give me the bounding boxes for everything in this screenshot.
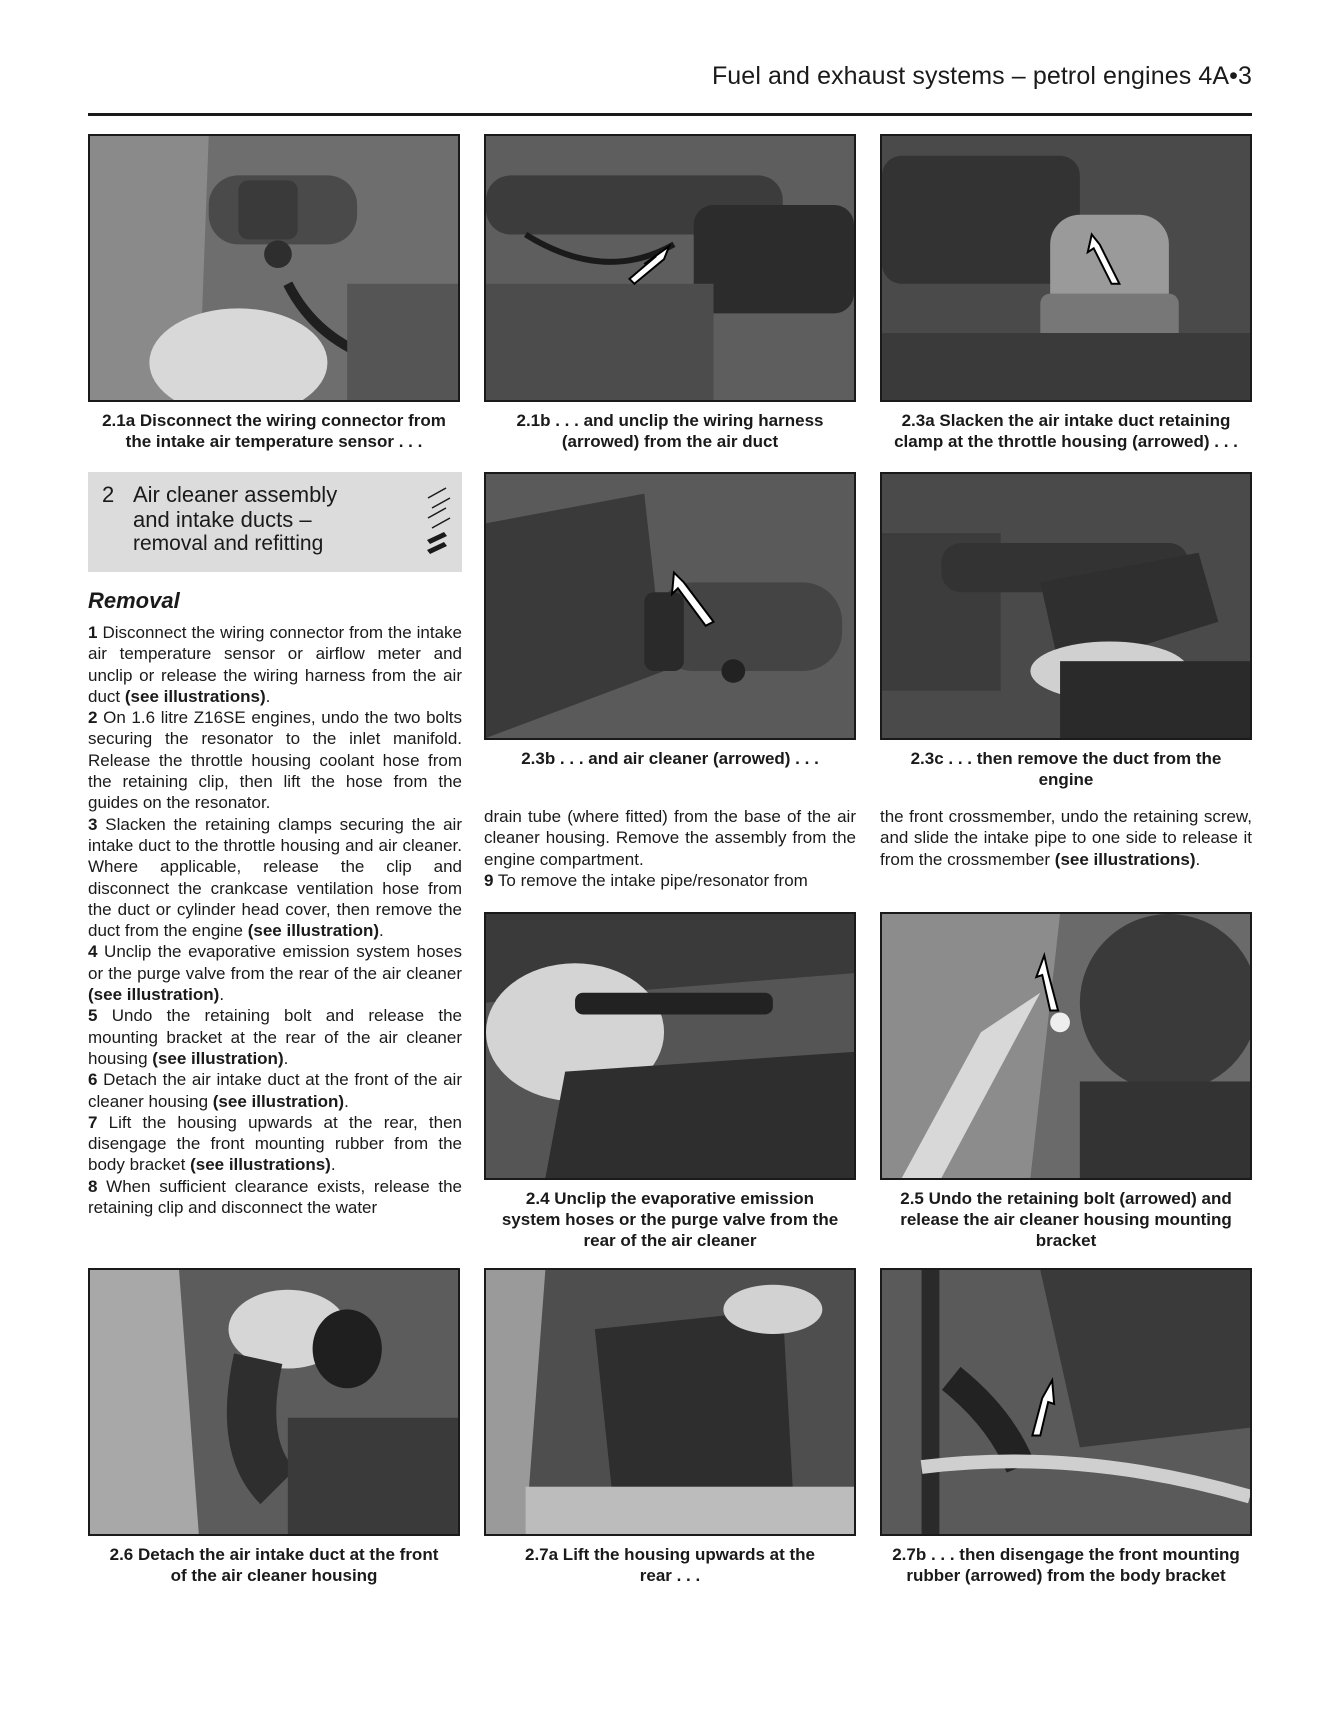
step-ref: (see illustration) xyxy=(152,1048,284,1068)
step-8-part1 xyxy=(88,1176,462,1219)
step-tail: . xyxy=(344,1091,349,1111)
step-tail: . xyxy=(283,1048,289,1068)
caption-line: the intake air temperature sensor . . . xyxy=(125,432,423,451)
photo-2-3c xyxy=(880,472,1252,740)
step-tail: . xyxy=(219,985,225,1005)
photo-2-3b xyxy=(484,472,856,740)
step-ref: (see illustrations) xyxy=(1054,849,1196,869)
step-tail: . xyxy=(265,686,271,706)
caption-line: of the air cleaner housing xyxy=(170,1566,378,1585)
caption-line: rear . . . xyxy=(639,1566,701,1585)
spanner-difficulty-icon xyxy=(424,486,454,558)
step-9-part2 xyxy=(880,806,1252,870)
section-title xyxy=(133,482,337,532)
caption-line: bracket xyxy=(1035,1231,1097,1250)
section-heading xyxy=(88,472,462,572)
caption-line: 2.7a Lift the housing upwards at the xyxy=(525,1545,815,1564)
step-number: 3 xyxy=(88,814,98,834)
step-number: 7 xyxy=(88,1112,98,1132)
caption-line: 2.6 Detach the air intake duct at the front xyxy=(109,1545,439,1564)
text-column-right xyxy=(880,806,1252,870)
step-number: 2 xyxy=(88,708,98,728)
caption-2-4 xyxy=(480,1188,860,1251)
caption-line: 2.3b . . . and air cleaner (arrowed) . . . xyxy=(521,749,819,768)
caption-line: 2.4 Unclip the evaporative emission xyxy=(525,1189,815,1208)
step-tail: . xyxy=(379,921,384,941)
photo-2-1a xyxy=(88,134,460,402)
step-text: Undo the retaining bolt and release the mounting bracket at the rear of the air cleaner housing xyxy=(88,1006,463,1068)
text-column-left xyxy=(88,622,462,1218)
caption-2-3c xyxy=(876,748,1256,790)
caption-line: 2.3a Slacken the air intake duct retaining xyxy=(901,411,1231,430)
caption-line: 2.5 Undo the retaining bolt (arrowed) and xyxy=(900,1189,1232,1208)
photo-2-7a xyxy=(484,1268,856,1536)
section-title-line: and intake ducts – xyxy=(133,507,312,532)
photo-2-1b xyxy=(484,134,856,402)
step-9-part1 xyxy=(484,870,856,891)
step-tail: . xyxy=(1195,849,1201,869)
step-text: Detach the air intake duct at the front of the air cleaner housing xyxy=(88,1070,462,1111)
step-text: When sufficient clearance exists, release the retaining clip and disconnect the water xyxy=(88,1176,462,1218)
caption-2-6 xyxy=(84,1544,464,1586)
caption-line: 2.3c . . . then remove the duct from the xyxy=(910,749,1222,768)
step-8-part2 xyxy=(484,806,856,870)
section-number: 2 xyxy=(102,482,115,507)
page-title: Fuel and exhaust systems – petrol engines 4A•3 xyxy=(711,62,1252,90)
step-6 xyxy=(88,1069,462,1112)
step-number: 5 xyxy=(88,1006,98,1026)
caption-2-5 xyxy=(876,1188,1256,1251)
step-ref: (see illustration) xyxy=(212,1091,345,1111)
step-3 xyxy=(88,814,462,942)
caption-line: 2.7b . . . then disengage the front mounting xyxy=(892,1545,1240,1564)
step-text: Disconnect the wiring connector from the intake air temperature sensor or airflow meter and unclip or release the wiring harness from the air duct xyxy=(88,623,462,706)
step-number: 1 xyxy=(88,623,98,642)
step-5 xyxy=(88,1005,462,1069)
photo-2-6 xyxy=(88,1268,460,1536)
caption-2-3a xyxy=(876,410,1256,452)
step-ref: (see illustrations) xyxy=(190,1155,331,1175)
caption-line: engine xyxy=(1038,770,1094,789)
photo-2-4 xyxy=(484,912,856,1180)
step-text: Unclip the evaporative emission system hoses or the purge valve from the rear of the air cleaner xyxy=(88,942,462,983)
caption-line: 2.1a Disconnect the wiring connector from xyxy=(102,411,446,430)
step-text: drain tube (where fitted) from the base of the air cleaner housing. Remove the assembly from the engine compartment. xyxy=(484,807,856,869)
caption-2-1a xyxy=(84,410,464,452)
subheading-removal: Removal xyxy=(88,588,180,613)
caption-2-7b xyxy=(876,1544,1256,1586)
step-number: 6 xyxy=(88,1070,98,1090)
step-ref: (see illustration) xyxy=(88,985,220,1005)
section-subtitle: removal and refitting xyxy=(133,532,324,555)
photo-2-5 xyxy=(880,912,1252,1180)
page-header xyxy=(88,56,1252,116)
caption-line: system hoses or the purge valve from the xyxy=(501,1210,839,1229)
step-number: 8 xyxy=(88,1176,98,1196)
header-rule xyxy=(88,113,1252,116)
step-4 xyxy=(88,941,462,1005)
step-1 xyxy=(88,622,462,707)
caption-line: 2.1b . . . and unclip the wiring harness xyxy=(516,411,824,430)
caption-line: rubber (arrowed) from the body bracket xyxy=(906,1566,1226,1585)
caption-line: clamp at the throttle housing (arrowed) . . . xyxy=(894,432,1238,451)
caption-2-3b xyxy=(480,748,860,769)
step-text: Lift the housing upwards at the rear, then disengage the front mounting rubber from the body bracket xyxy=(88,1112,462,1175)
step-text: To remove the intake pipe/resonator from xyxy=(497,870,808,890)
step-text: Slacken the retaining clamps securing the air intake duct to the throttle housing and air cleaner. Where applicable, release the clip and disconnect the crankcase ventilation hose from the duct or cylinder head cover, then remove the duct from the engine xyxy=(88,814,462,941)
section-title-line: Air cleaner assembly xyxy=(133,482,338,507)
caption-2-7a xyxy=(480,1544,860,1586)
step-text: On 1.6 litre Z16SE engines, undo the two bolts securing the resonator to the inlet manifold. Release the throttle housing coolant hose from the retaining clip, then lift the hose from the guides on the resonator. xyxy=(88,708,462,813)
step-number: 9 xyxy=(484,870,494,890)
step-2 xyxy=(88,707,462,813)
step-tail: . xyxy=(330,1155,336,1175)
step-7 xyxy=(88,1112,462,1176)
photo-2-7b xyxy=(880,1268,1252,1536)
step-ref: (see illustration) xyxy=(247,921,380,941)
caption-2-1b xyxy=(480,410,860,452)
photo-2-3a xyxy=(880,134,1252,402)
step-ref: (see illustrations) xyxy=(124,686,266,706)
step-text: the front crossmember, undo the retaining screw, and slide the intake pipe to one side to release it from the crossmember xyxy=(880,807,1252,869)
caption-line: release the air cleaner housing mounting xyxy=(900,1210,1232,1229)
caption-line: (arrowed) from the air duct xyxy=(561,432,779,451)
caption-line: rear of the air cleaner xyxy=(583,1231,757,1250)
step-number: 4 xyxy=(88,942,98,962)
text-column-middle xyxy=(484,806,856,891)
